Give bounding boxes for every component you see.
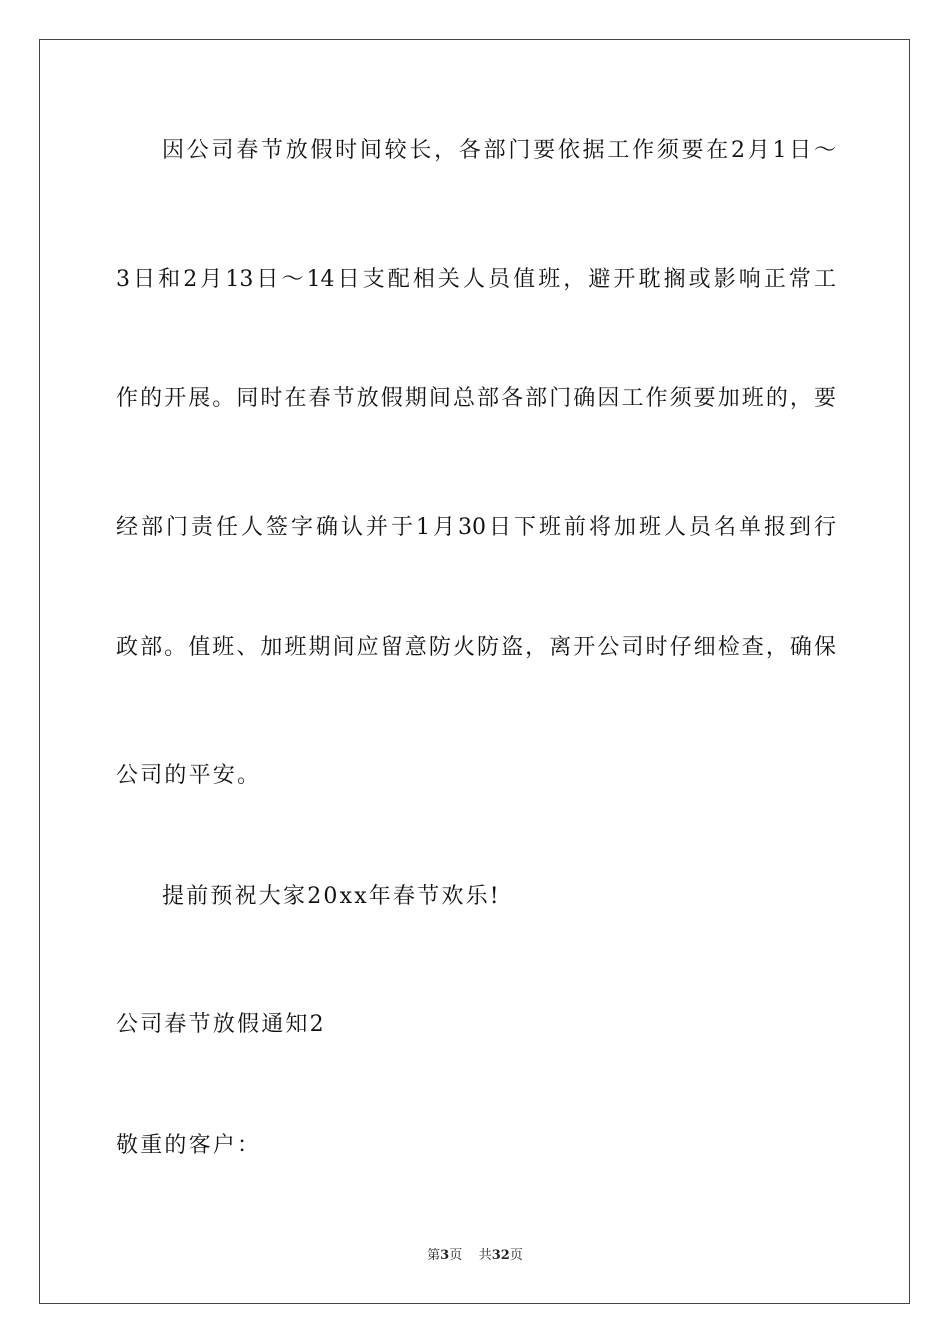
paragraph-line-1: 因公司春节放假时间较长，各部门要依据工作须要在2月1日～ — [162, 138, 836, 163]
paragraph-line-4: 经部门责任人签字确认并于1月30日下班前将加班人员名单报到行 — [116, 515, 836, 540]
greeting-line: 提前预祝大家20xx年春节欢乐! — [162, 884, 501, 909]
page-suffix: 页 — [449, 1248, 463, 1263]
total-suffix: 页 — [509, 1248, 523, 1263]
paragraph-line-3: 作的开展。同时在春节放假期间总部各部门确因工作须要加班的，要 — [116, 386, 836, 411]
salutation: 敬重的客户： — [116, 1133, 262, 1158]
page-prefix: 第 — [427, 1248, 441, 1263]
page-number: 3 — [440, 1248, 450, 1263]
paragraph-line-2: 3日和2月13日～14日支配相关人员值班，避开耽搁或影响正常工 — [116, 267, 836, 292]
page-frame — [39, 39, 910, 1304]
total-pages: 32 — [491, 1248, 510, 1263]
paragraph-line-5: 政部。值班、加班期间应留意防火防盗，离开公司时仔细检查，确保 — [116, 635, 836, 660]
total-prefix: 共 — [478, 1248, 492, 1263]
section-title: 公司春节放假通知2 — [116, 1012, 326, 1037]
paragraph-line-6: 公司的平安。 — [116, 763, 262, 788]
page-footer — [0, 1248, 950, 1264]
